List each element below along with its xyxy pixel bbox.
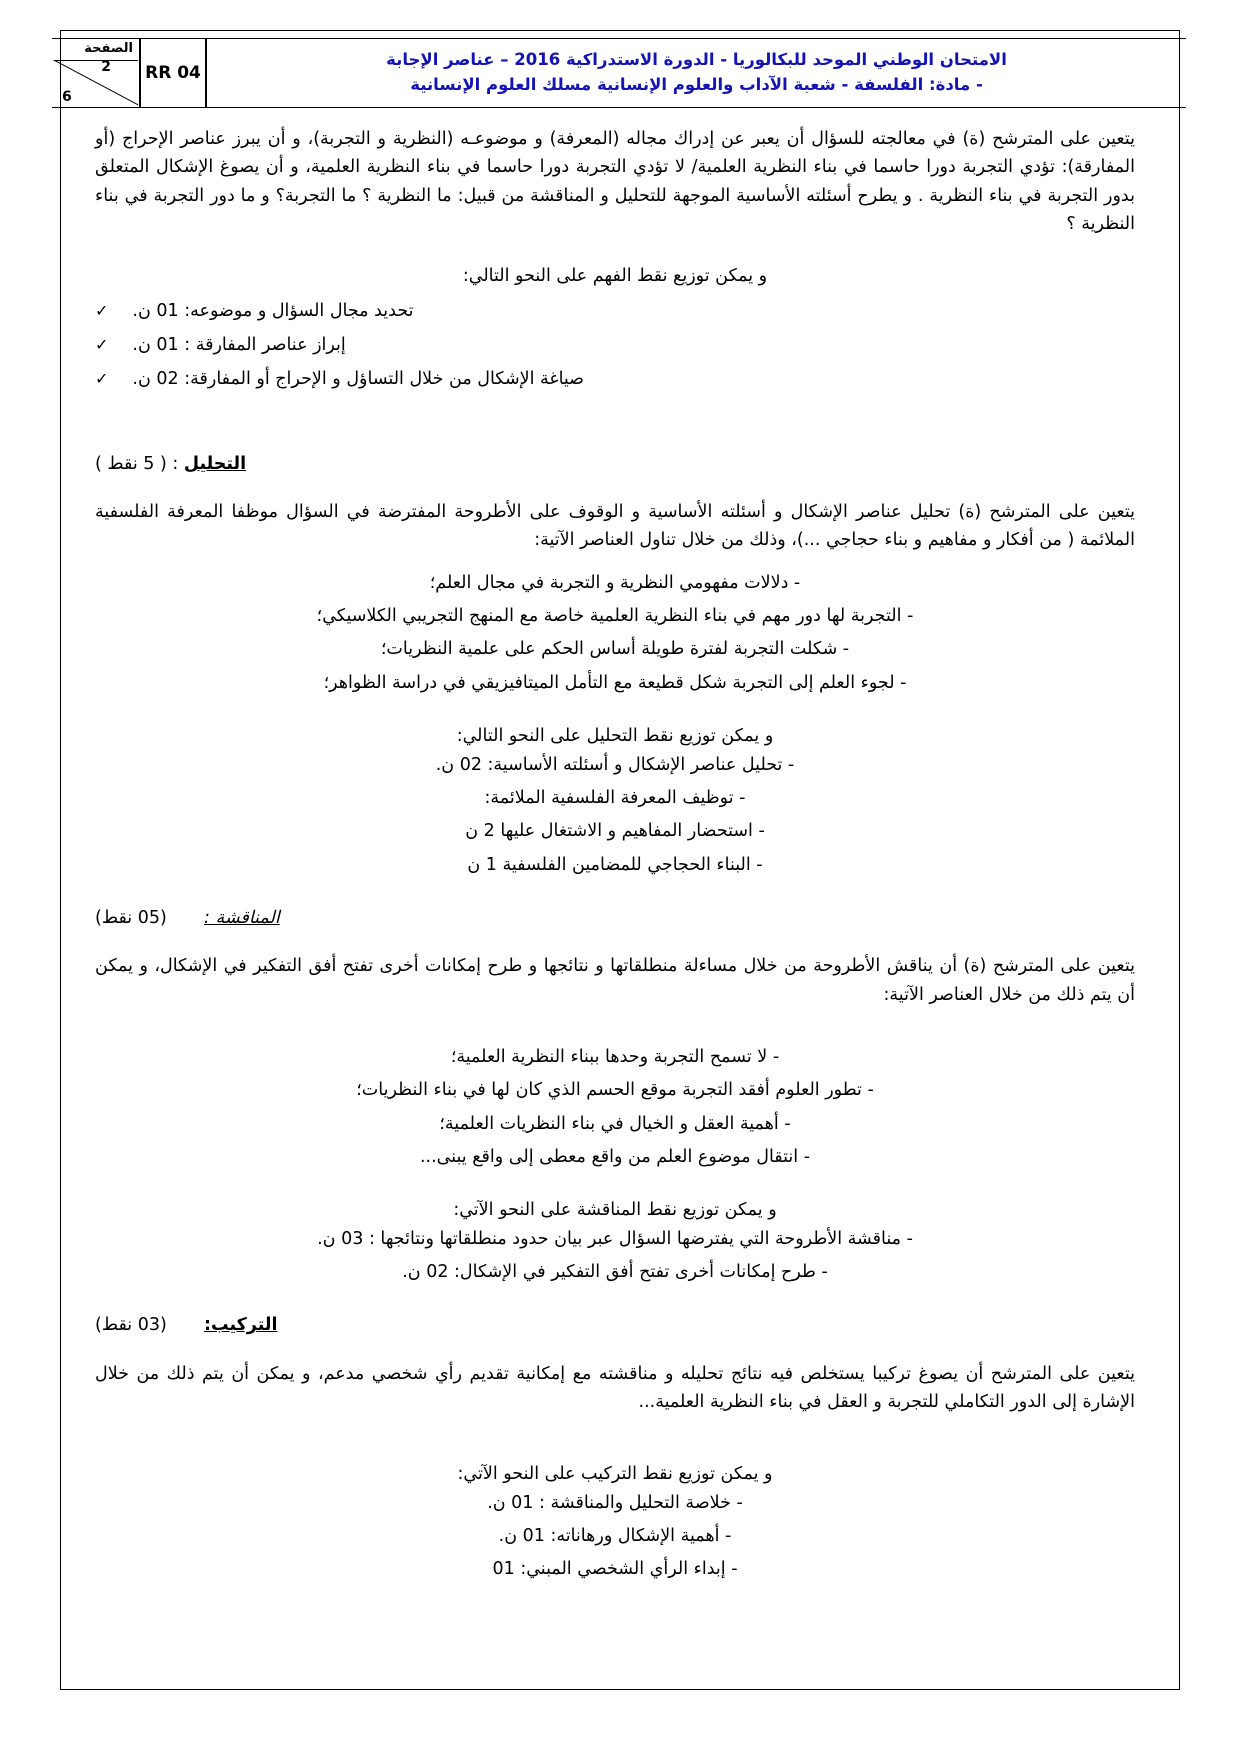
intro-distribution-intro: و يمكن توزيع نقط الفهم على النحو التالي: (462, 266, 768, 287)
list-item: - أهمية العقل و الخيال في بناء النظريات العلمية؛ (439, 1113, 791, 1134)
document-header (52, 38, 1186, 108)
list-item: - البناء الحجاجي للمضامين الفلسفية 1 ن (467, 854, 763, 875)
synthesis-title: التركيب: (204, 1315, 278, 1336)
list-item: - طرح إمكانات أخرى تفتح أفق التفكير في الإشكال: 02 ن. (402, 1261, 828, 1282)
analysis-items-list (95, 569, 1135, 697)
intro-paragraph: يتعين على المترشح (ة) في معالجته للسؤال أن يعبر عن إدراك مجاله (المعرفة) و موضوعـه (النظرية و التجربة)، و أن يبرز عناصر الإحراج (أو المفارقة): تؤدي التجربة دورا حاسما في بناء النظرية العلمية/ لا تؤدي التجربة دورا حاسما في بناء النظرية العلمية، و أن يصوغ الإشكال المتعلق بدور التجربة في بناء النظرية . و يطرح أسئلته الأساسية الموجهة للتحليل و المناقشة من قبيل: ما النظرية ؟ ما التجربة؟ و ما دور التجربة في بناء النظرية ؟ (95, 129, 1135, 235)
exam-code: RR 04 (140, 38, 206, 108)
check-icon: ✓ (95, 335, 109, 355)
discussion-items-list (95, 1043, 1135, 1171)
analysis-paragraph: يتعين على المترشح (ة) تحليل عناصر الإشكال و أسئلته الأساسية و الوقوف على الأطروحة المفترضة في السؤال موظفا المعرفة الفلسفية الملائمة ( من أفكار و مفاهيم و بناء حجاجي ...)، وذلك من خلال تناول العناصر الآتية: (95, 502, 1135, 551)
list-item: - أهمية الإشكال ورهاناته: 01 ن. (498, 1526, 732, 1547)
list-item: - مناقشة الأطروحة التي يفترضها السؤال عبر بيان حدود منطلقاتها ونتائجها : 03 ن. (317, 1228, 913, 1249)
header-title-box (206, 38, 1186, 108)
discussion-distribution-intro: و يمكن توزيع نقط المناقشة على النحو الآتي: (453, 1200, 777, 1221)
list-item: - لجوء العلم إلى التجربة شكل قطيعة مع التأمل الميتافيزيقي في دراسة الظواهر؛ (323, 672, 907, 693)
list-item: - خلاصة التحليل والمناقشة : 01 ن. (487, 1492, 743, 1513)
discussion-title: المناقشة : (204, 907, 280, 928)
synthesis-paragraph: يتعين على المترشح أن يصوغ تركيبا يستخلص فيه نتائج تحليله و مناقشته مع إمكانية تقديم رأي شخصي مدعم، و يمكن أن يتم ذلك من خلال الإشارة إلى الدور التكاملي للتجربة و العقل في بناء النظرية العلمية... (95, 1363, 1135, 1412)
page-label: الصفحة (84, 41, 133, 56)
criteria-label: صياغة الإشكال من خلال التساؤل و الإحراج أو المفارقة: 02 ن. (132, 369, 585, 390)
page-number-total: 6 (62, 89, 72, 105)
document-body (95, 125, 1135, 1589)
synthesis-heading (95, 1311, 1135, 1339)
check-icon: ✓ (95, 300, 109, 320)
list-item: - التجربة لها دور مهم في بناء النظرية العلمية خاصة مع المنهج التجريبي الكلاسيكي؛ (316, 606, 914, 627)
list-item: - شكلت التجربة لفترة طويلة أساس الحكم على علمية النظريات؛ (380, 639, 850, 660)
page-number-current: 2 (101, 59, 111, 75)
discussion-distribution-list (95, 1225, 1135, 1287)
analysis-title: التحليل (183, 453, 247, 474)
header-title-line2: - مادة: الفلسفة - شعبة الآداب والعلوم الإنسانية مسلك العلوم الإنسانية (410, 75, 983, 94)
list-item: - إبداء الرأي الشخصي المبني: 01 (492, 1559, 738, 1580)
page-indicator (52, 38, 140, 108)
list-item (95, 331, 1135, 359)
analysis-distribution-list (95, 751, 1135, 879)
synthesis-points: (03 نقط) (95, 1315, 167, 1336)
list-item: - تطور العلوم أفقد التجربة موقع الحسم الذي كان لها في بناء النظريات؛ (356, 1080, 874, 1101)
discussion-points: (05 نقط) (95, 907, 167, 928)
analysis-distribution-intro: و يمكن توزيع نقط التحليل على النحو التالي: (456, 726, 774, 747)
list-item (95, 297, 1135, 325)
list-item: - توظيف المعرفة الفلسفية الملائمة: (484, 787, 746, 808)
discussion-heading (95, 904, 1135, 932)
discussion-paragraph: يتعين على المترشح (ة) أن يناقش الأطروحة من خلال مساءلة منطلقاتها و نتائجها و طرح إمكانات أخرى تفتح أفق التفكير في الإشكال، و يمكن أن يتم ذلك من خلال العناصر الآتية: (95, 956, 1135, 1005)
list-item: - انتقال موضوع العلم من واقع معطى إلى واقع يبنى... (419, 1146, 811, 1167)
analysis-heading (95, 450, 1135, 478)
intro-criteria-list (95, 297, 1135, 394)
analysis-points: : ( 5 نقط ) (95, 453, 179, 474)
check-icon: ✓ (95, 369, 109, 389)
list-item: - لا تسمح التجربة وحدها ببناء النظرية العلمية؛ (450, 1046, 780, 1067)
list-item (95, 365, 1135, 393)
synthesis-distribution-list (95, 1489, 1135, 1584)
header-title-line1: الامتحان الوطني الموحد للبكالوريا - الدورة الاستدراكية 2016 – عناصر الإجابة (386, 50, 1007, 70)
list-item: - تحليل عناصر الإشكال و أسئلته الأساسية: 02 ن. (435, 754, 795, 775)
criteria-label: تحديد مجال السؤال و موضوعه: 01 ن. (132, 300, 414, 321)
criteria-label: إبراز عناصر المفارقة : 01 ن. (132, 335, 346, 356)
list-item: - استحضار المفاهيم و الاشتغال عليها 2 ن (465, 821, 765, 842)
synthesis-distribution-intro: و يمكن توزيع نقط التركيب على النحو الآتي: (457, 1464, 773, 1485)
list-item: - دلالات مفهومي النظرية و التجربة في مجال العلم؛ (429, 572, 801, 593)
